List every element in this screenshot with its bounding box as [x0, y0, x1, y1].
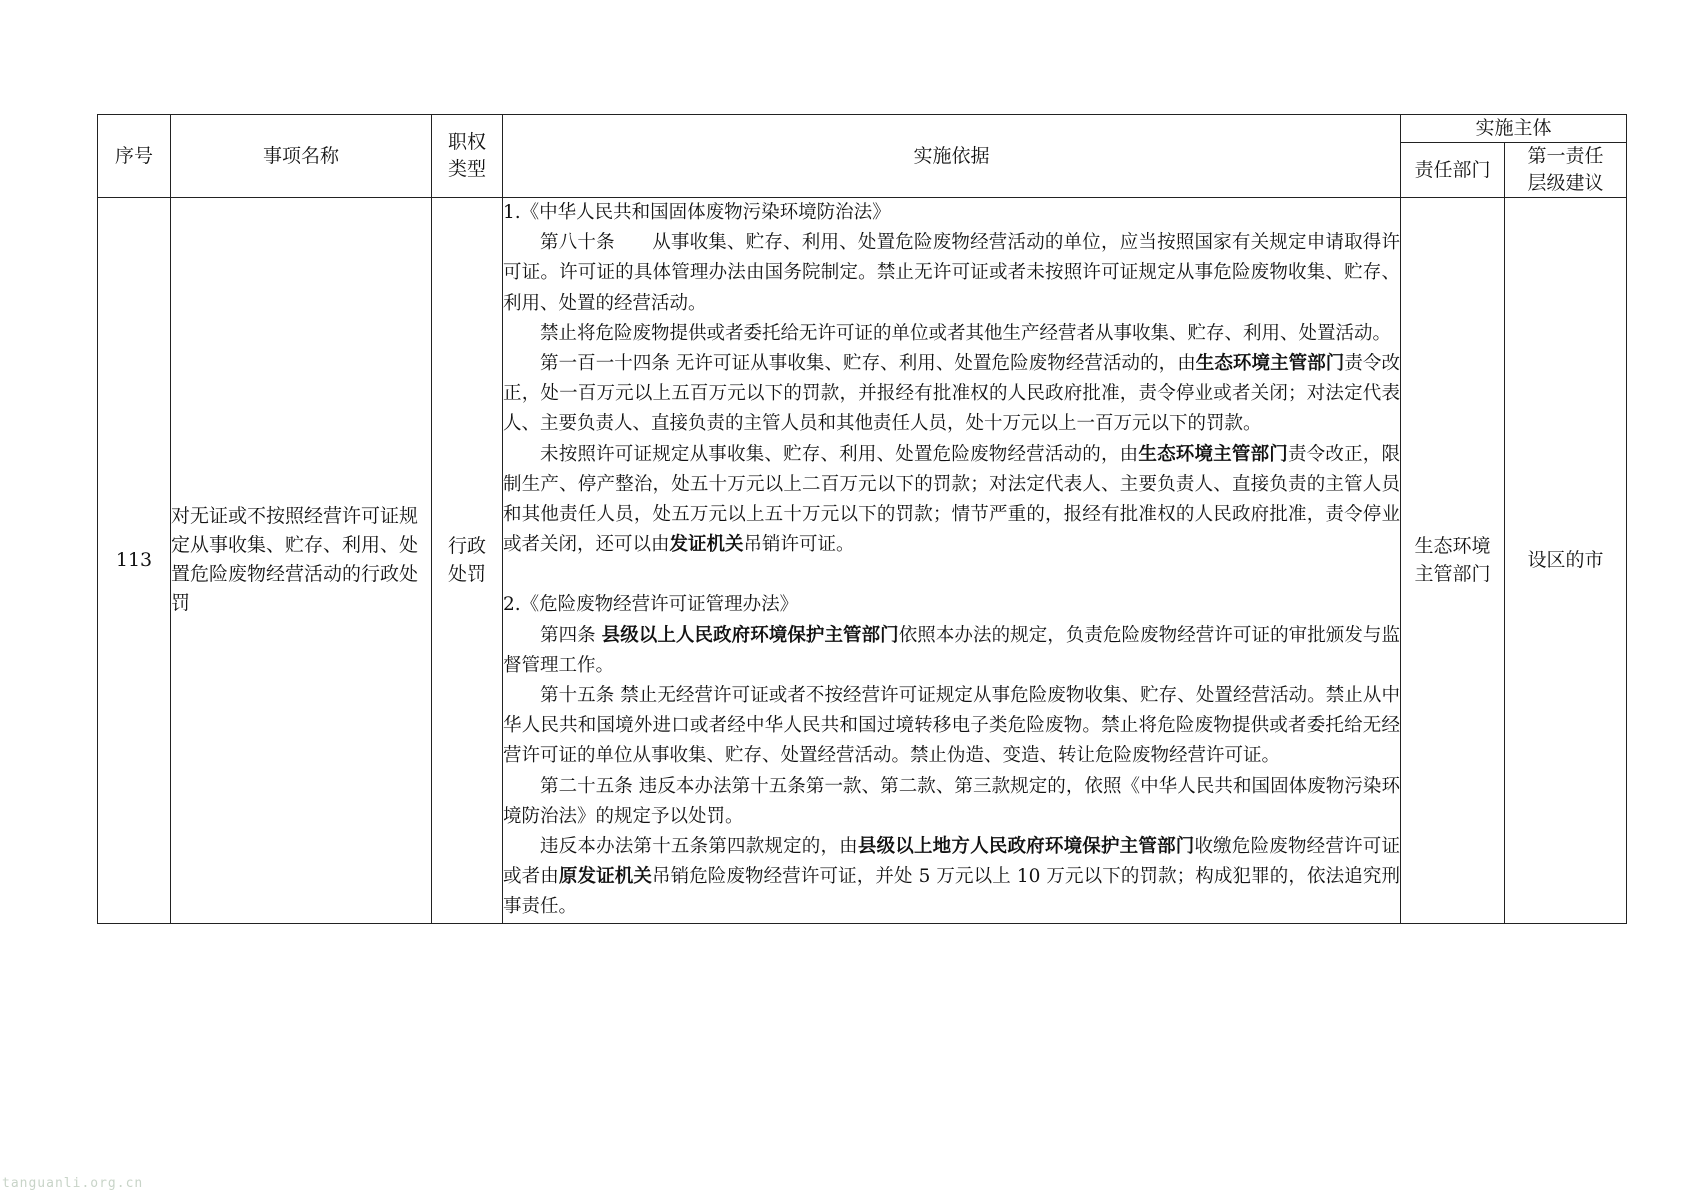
- law1-p3-text-c: 责令改正，处一百万元以上五百万元以下的罚款，并报经有批准权的人民政府批准，责令停业或者关闭；对法定代表人、主要负责人、直接负责的主管人员和其他责任人员，处十万元以上一百万元以下的罚款。: [503, 353, 1400, 435]
- header-level-text: 第一责任层级建议: [1527, 145, 1604, 194]
- law1-p4-text-e: 吊销许可证。: [743, 534, 855, 556]
- law2-title: 2.《危险废物经营许可证管理办法》: [503, 594, 799, 616]
- header-dept: 责任部门: [1401, 143, 1505, 198]
- law1-article-80-para2: 禁止将危险废物提供或者委托给无许可证的单位或者其他生产经营者从事收集、贮存、利用、处置活动。: [540, 322, 1392, 344]
- header-level: [1505, 143, 1627, 198]
- table-row: [98, 198, 1627, 924]
- law2-p1-text-a: 第四条: [540, 624, 602, 646]
- row-power-type-text: 行政处罚: [448, 535, 487, 586]
- law2-p4-text-a: 违反本办法第十五条第四款规定的，由: [540, 836, 858, 858]
- law2-p1-text-c: 依照本办法的规定，负责危险废物经营许可证的审批颁发与监督管理工作。: [503, 624, 1400, 676]
- law1-article-114: [503, 349, 1400, 440]
- law1-article-80: 第八十条 从事收集、贮存、利用、处置危险废物经营活动的单位，应当按照国家有关规定申请取得许可证。许可证的具体管理办法由国务院制定。禁止无许可证或者未按照许可证规定从事危险废物收集、贮存、利用、处置的经营活动。: [503, 232, 1400, 314]
- header-power-type: [432, 115, 503, 198]
- header-item-name: 事项名称: [171, 115, 432, 198]
- law2-p4-text-c: 收缴危险废物经营许可证或者由: [503, 836, 1400, 888]
- paragraph-gap: [503, 560, 1400, 590]
- header-basis: 实施依据: [503, 115, 1401, 198]
- law2-p4-text-e: 吊销危险废物经营许可证，并处 5 万元以上 10 万元以下的罚款；构成犯罪的，依法追究刑事责任。: [503, 866, 1400, 918]
- law2-p4-issuer: 原发证机关: [558, 866, 652, 888]
- header-power-type-text: 职权类型: [448, 131, 487, 180]
- row-basis: [503, 198, 1401, 924]
- row-dept-text: 生态环境主管部门: [1414, 535, 1491, 586]
- enforcement-table: [97, 114, 1627, 924]
- row-power-type: [432, 198, 503, 924]
- law1-p4-text-c: 责令改正，限制生产、停产整治，处五十万元以上二百万元以下的罚款；对法定代表人、主要负责人、直接负责的主管人员和其他责任人员，处五万元以上五十万元以下的罚款；情节严重的，报经有批准权的人民政府批准，责令停业或者关闭，还可以由: [503, 443, 1400, 556]
- law2-article-25: 第二十五条 违反本办法第十五条第一款、第二款、第三款规定的，依照《中华人民共和国固体废物污染环境防治法》的规定予以处罚。: [503, 775, 1400, 827]
- law2-article-15: 第十五条 禁止无经营许可证或者不按经营许可证规定从事危险废物收集、贮存、处置经营活动。禁止从中华人民共和国境外进口或者经中华人民共和国过境转移电子类危险废物。禁止将危险废物提供或者委托给无经营许可证的单位从事收集、贮存、处置经营活动。禁止伪造、变造、转让危险废物经营许可证。: [503, 685, 1400, 767]
- law1-p4-authority: 生态环境主管部门: [1138, 443, 1288, 465]
- row-dept: [1401, 198, 1505, 924]
- law2-p4-authority: 县级以上地方人民政府环境保护主管部门: [857, 836, 1195, 858]
- header-subject: 实施主体: [1401, 115, 1627, 143]
- law1-p4-text-a: 未按照许可证规定从事收集、贮存、利用、处置危险废物经营活动的，由: [540, 443, 1139, 465]
- law2-p1-authority: 县级以上人民政府环境保护主管部门: [601, 624, 899, 646]
- law1-article-114-para2: [503, 440, 1400, 561]
- watermark: tanguanli.org.cn: [2, 1176, 144, 1191]
- law1-title: 1.《中华人民共和国固体废物污染环境防治法》: [503, 202, 891, 223]
- law1-p3-text-a: 第一百一十四条 无许可证从事收集、贮存、利用、处置危险废物经营活动的，由: [540, 353, 1196, 375]
- law1-p4-issuer: 发证机关: [669, 534, 744, 556]
- law2-article-25-para2: [503, 832, 1400, 923]
- law2-article-4: [503, 621, 1400, 681]
- law1-p3-authority: 生态环境主管部门: [1195, 353, 1345, 375]
- row-seq: 113: [98, 198, 171, 924]
- row-level: 设区的市: [1505, 198, 1627, 924]
- header-seq: 序号: [98, 115, 171, 198]
- row-item-name: 对无证或不按照经营许可证规定从事收集、贮存、利用、处置危险废物经营活动的行政处罚: [171, 198, 432, 924]
